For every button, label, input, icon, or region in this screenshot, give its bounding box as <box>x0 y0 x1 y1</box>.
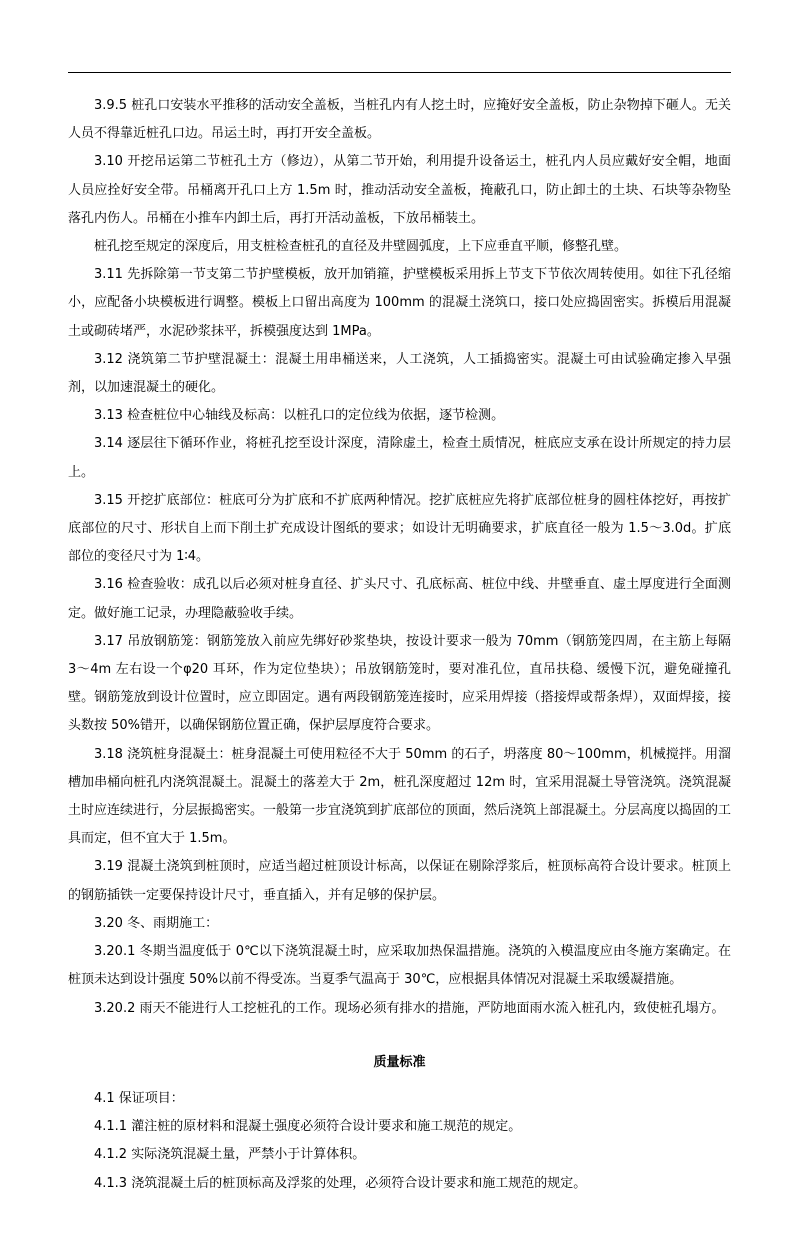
paragraph: 3.18 浇筑桩身混凝土：桩身混凝土可使用粒径不大于 50mm 的石子，坍落度 80～100mm，机械搅拌。用溜槽加串桶向桩孔内浇筑混凝土。混凝土的落差大于 2m，桩孔深度超过 12m 时，宜采用混凝土导管浇筑。浇筑混凝土时应连续进行，分层振捣密实。一般第一步宜浇筑到扩底部位的顶面，然后浇筑上部混凝土。分层高度以捣固的工具而定，但不宜大于 1.5m。 <box>68 746 732 847</box>
paragraph: 3.14 逐层往下循环作业，将桩孔挖至设计深度，清除虚土，检查土质情况，桩底应支承在设计所规定的持力层上。 <box>68 436 731 480</box>
heading-spacer <box>68 1077 731 1085</box>
paragraph: 3.17 吊放钢筋笼：钢筋笼放入前应先绑好砂浆垫块，按设计要求一般为 70mm（钢筋笼四周，在主筋上每隔 3～4m 左右设一个φ20 耳环，作为定位垫块）；吊放钢筋笼时，要对准孔位，直吊扶稳、缓慢下沉，避免碰撞孔壁。钢筋笼放到设计位置时，应立即固定。遇有两段钢筋笼连接时，应采用焊接（搭接焊或帮条焊），双面焊接，接头数按 50%错开，以确保钢筋位置正确，保护层厚度符合要求。 <box>68 633 731 734</box>
paragraph: 3.9.5 桩孔口安装水平推移的活动安全盖板，当桩孔内有人挖土时，应掩好安全盖板，防止杂物掉下砸人。无关人员不得靠近桩孔口边。吊运土时，再打开安全盖板。 <box>68 98 731 142</box>
paragraph: 4.1.3 浇筑混凝土后的桩顶标高及浮浆的处理，必须符合设计要求和施工规范的规定。 <box>94 1175 587 1191</box>
paragraph: 4.1 保证项目： <box>94 1090 184 1106</box>
paragraph: 4.1.1 灌注桩的原材料和混凝土强度必须符合设计要求和施工规范的规定。 <box>94 1119 522 1135</box>
paragraph: 3.11 先拆除第一节支第二节护壁模板，放开加销箍，护壁模板采用拆上节支下节依次周转使用。如往下孔径缩小，应配备小块模板进行调整。模板上口留出高度为 100mm 的混凝土浇筑口，接口处应捣固密实。拆模后用混凝土或砌砖堵严，水泥砂浆抹平，拆模强度达到 1MPa。 <box>68 267 731 339</box>
paragraph: 3.19 混凝土浇筑到桩顶时，应适当超过桩顶设计标高，以保证在剔除浮浆后，桩顶标高符合设计要求。桩顶上的钢筋插铁一定要保持设计尺寸，垂直插入，并有足够的保护层。 <box>68 859 731 903</box>
paragraph: 3.10 开挖吊运第二节桩孔土方（修边），从第二节开始，利用提升设备运土，桩孔内人员应戴好安全帽，地面人员应拴好安全带。吊桶离开孔口上方 1.5m 时，推动活动安全盖板，掩蔽孔口，防止卸土的土块、石块等杂物坠落孔内伤人。吊桶在小推车内卸土后，再打开活动盖板，下放吊桶装土。 <box>68 154 731 226</box>
document-body <box>68 92 731 1198</box>
paragraph: 3.13 检查桩位中心轴线及标高：以桩孔口的定位线为依据，逐节检测。 <box>94 408 505 424</box>
paragraph: 3.12 浇筑第二节护壁混凝土：混凝土用串桶送来，人工浇筑，人工插捣密实。混凝土可由试验确定掺入早强剂，以加速混凝土的硬化。 <box>68 351 731 396</box>
header-rule <box>68 72 731 73</box>
section-heading: 质量标准 <box>373 1054 426 1070</box>
paragraph: 3.16 检查验收：成孔以后必须对桩身直径、扩头尺寸、孔底标高、桩位中线、井壁垂直、虚土厚度进行全面测定。做好施工记录，办理隐蔽验收手续。 <box>68 577 731 621</box>
paragraph: 3.15 开挖扩底部位：桩底可分为扩底和不扩底两种情况。挖扩底桩应先将扩底部位桩身的圆柱体挖好，再按扩底部位的尺寸、形状自上而下削土扩充成设计图纸的要求；如设计无明确要求，扩底直径一般为 1.5～3.0d。扩底部位的变径尺寸为 1∶4。 <box>68 492 731 565</box>
paragraph: 3.20 冬、雨期施工： <box>94 915 219 931</box>
paragraph: 3.20.2 雨天不能进行人工挖桩孔的工作。现场必须有排水的措施，严防地面雨水流入桩孔内，致使桩孔塌方。 <box>94 1000 725 1016</box>
paragraph: 桩孔挖至规定的深度后，用支桩检查桩孔的直径及井壁圆弧度，上下应垂直平顺，修整孔壁。 <box>94 239 628 255</box>
paragraph: 4.1.2 实际浇筑混凝土量，严禁小于计算体积。 <box>94 1147 366 1163</box>
paragraph: 3.20.1 冬期当温度低于 0℃以下浇筑混凝土时，应采取加热保温措施。浇筑的入模温度应由冬施方案确定。在桩顶未达到设计强度 50%以前不得受冻。当夏季气温高于 30℃，应根据具体情况对混凝土采取缓凝措施。 <box>68 944 731 988</box>
section-spacer <box>68 1023 731 1049</box>
